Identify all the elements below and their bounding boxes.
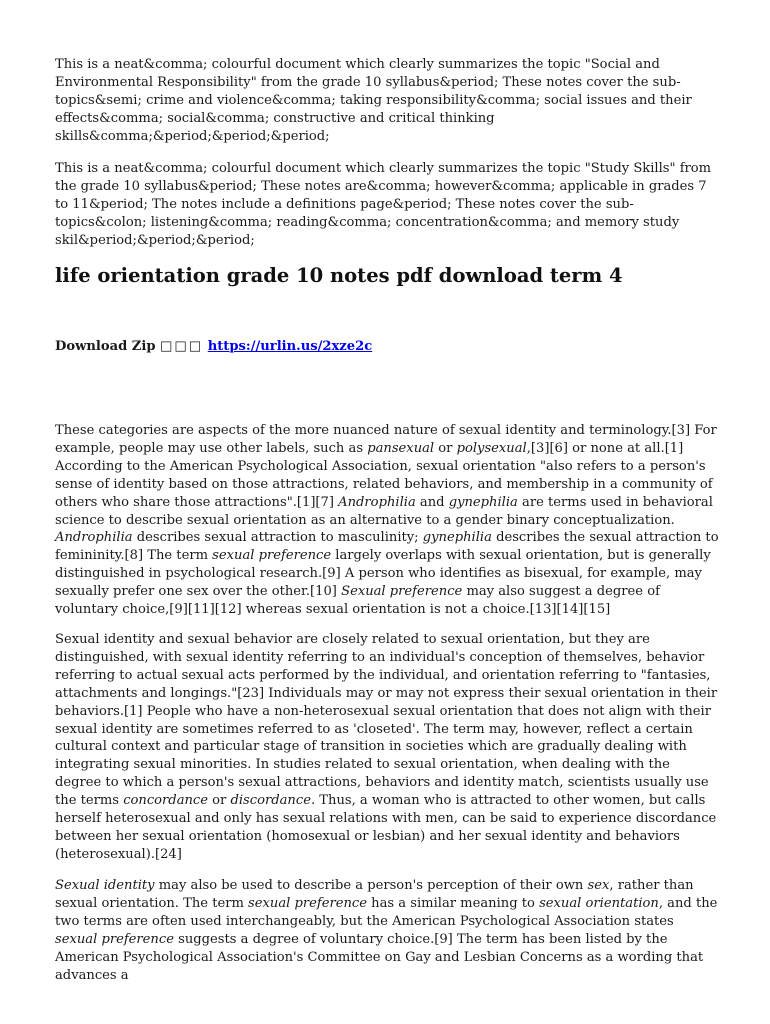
intro-paragraph-social-responsibility: This is a neat&comma; colourful document which clearly summarizes the topic "Social and Environmental Responsibility" from the grade 10 syllabus&period; These notes cover the sub-topics&semi; crime and violence&comma; taking responsibility&comma; social issues and their effects&comma; social&comma; constructive and critical thinking skills&comma;&period;&period;&period; (55, 57, 692, 144)
italic-term: discordance (230, 793, 311, 809)
text-run: , rather than sexual orientation. The term (55, 878, 694, 911)
download-label: Download Zip (55, 339, 156, 354)
body-paragraph-1 (55, 422, 720, 619)
text-run: ,[3][6] or none at all.[1] According to the American Psychological Association, sexual orientation "also refers to a person's sense of identity based on those attractions, related behaviors, and membership in a community of others who share those attractions".[1][7] (55, 440, 713, 510)
text-run: , and the two terms are often used interchangeably, but the American Psychological Association states (55, 895, 718, 929)
italic-term: concordance (123, 793, 209, 809)
italic-term: pansexual (367, 440, 435, 456)
italic-term: gynephilia (448, 494, 518, 510)
italic-term: Sexual preference (341, 584, 463, 600)
text-run: may also be used to describe a person's perception of their own (154, 878, 588, 893)
italic-term: sexual preference (55, 931, 174, 947)
italic-term: sex (587, 878, 610, 893)
text-run: largely overlaps with sexual orientation, but is generally distinguished in psychological research.[9] A person who identifies as bisexual, for example, may sexually prefer one sex over the other.[10] (55, 548, 711, 600)
italic-term: Androphilia (338, 494, 416, 510)
text-run: These categories are aspects of the more nuanced nature of sexual identity and terminology.[3] For example, people may use other labels, such as (55, 423, 717, 456)
text-run: describes sexual attraction to masculinity; (132, 530, 423, 546)
italic-term: sexual preference (248, 895, 367, 911)
italic-term: sexual preference (212, 548, 332, 564)
intro-paragraph-study-skills: This is a neat&comma; colourful document which clearly summarizes the topic "Study Skills" from the grade 10 syllabus&period; These notes are&comma; however&comma; applicable in grades 7 to 11&period; The notes include a definitions page&period; These notes cover the sub-topics&colon; listening&comma; reading&comma; concentration&comma; and memory study skil&period;&period;&period; (55, 161, 712, 248)
italic-term: Sexual identity (55, 878, 155, 893)
italic-term: polysexual (456, 440, 527, 456)
text-run: has a similar meaning to (367, 895, 540, 911)
body-paragraph-2 (55, 631, 720, 864)
text-run: are terms used in behavioral science to describe sexual orientation as an alternative to a gender binary conceptualization. (55, 494, 713, 528)
text-run: suggests a degree of voluntary choice.[9] The term has been listed by the American Psychological Association's Committee on Gay and Lesbian Concerns as a wording that advances a (55, 931, 704, 983)
arrow-glyphs: □□□ (160, 339, 204, 354)
download-link[interactable]: https://urlin.us/2xze2c (207, 339, 373, 354)
text-run: and (415, 494, 449, 510)
text-run: Sexual identity and sexual behavior are closely related to sexual orientation, but they are distinguished, with sexual identity referring to an individual's conception of themselves, behavior referring to actual sexual acts performed by the individual, and orientation referring to "fantasies, attachments and longings."[23] Individuals may or may not express their sexual orientation in their behaviors.[1] People who have a non-heterosexual sexual orientation that does not align with their sexual identity are sometimes referred to as 'closeted'. The term may, however, reflect a certain cultural context and particular stage of transition in societies which are gradually dealing with integrating sexual minorities. In studies related to sexual orientation, when dealing with the degree to which a person's sexual attractions, behaviors and identity match, scientists usually use the terms (55, 632, 718, 809)
text-run: describes the sexual attraction to femininity.[8] The term (55, 530, 719, 564)
text-run: . Thus, a woman who is attracted to other women, but calls herself heterosexual and only has sexual relations with men, can be said to experience discordance between her sexual orientation (homosexual or lesbian) and her sexual identity and behaviors (heterosexual).[24] (55, 793, 717, 862)
italic-term: gynephilia (422, 530, 492, 546)
italic-term: sexual orientation (539, 895, 659, 911)
text-run: may also suggest a degree of voluntary choice,[9][11][12] whereas sexual orientation is not a choice.[13][14][15] (55, 584, 660, 618)
text-run: or (434, 440, 457, 456)
body-paragraph-3 (55, 877, 720, 984)
italic-term: Androphilia (55, 530, 133, 546)
text-run: or (208, 793, 231, 809)
download-line (55, 338, 372, 356)
page-title: life orientation grade 10 notes pdf download term 4 (55, 264, 623, 287)
